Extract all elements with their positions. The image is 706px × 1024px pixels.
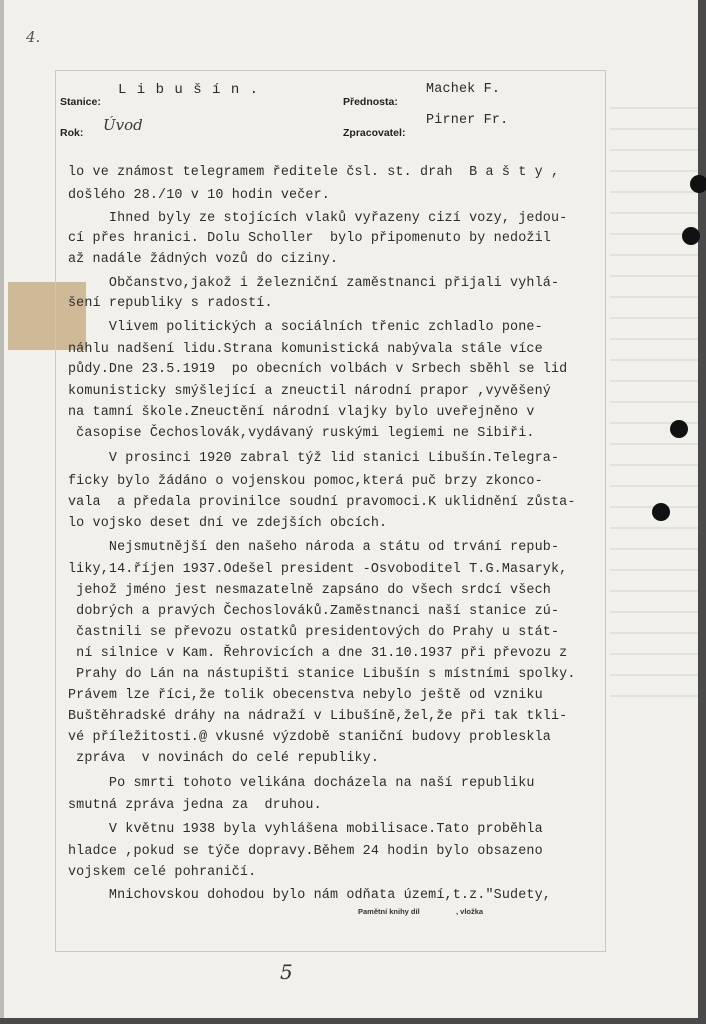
body-line: časopise Čechoslovák,vydávaný ruskými legiemi ne Sibiři.: [68, 426, 535, 441]
head-label: Přednosta:: [343, 96, 398, 108]
body-line: lo vojsko deset dní ve zdejších obcích.: [68, 516, 388, 531]
footer-book-part: Pamětní knihy díl: [358, 907, 420, 916]
punch-hole: [652, 503, 670, 521]
body-line: V prosinci 1920 zabral týž lid stanici Libušín.Telegra-: [68, 451, 560, 466]
body-line: Vlivem politických a sociálních třenic zchladlo pone-: [68, 320, 543, 335]
body-line: až nadále žádných vozů do ciziny.: [68, 252, 339, 267]
body-line: vojskem celé pohraničí.: [68, 865, 257, 880]
body-line: Prahy do Lán na nástupišti stanice Libušín s místními spolky.: [68, 667, 576, 682]
body-line: Ihned byly ze stojících vlaků vyřazeny cizí vozy, jedou-: [68, 211, 568, 226]
body-line: ní silnice v Kam. Řehrovicích a dne 31.10.1937 při převozu z: [68, 646, 568, 661]
body-line: Mnichovskou dohodou bylo nám odňata území,t.z."Sudety,: [68, 888, 551, 903]
body-line: Buštěhradské dráhy na nádraží v Libušíně,žel,že při tak tkli-: [68, 709, 568, 724]
body-line: Nejsmutnější den našeho národa a státu od trvání repub-: [68, 540, 560, 555]
body-line: vé příležitosti.@ vkusné výzdobě staniční budovy probleskla: [68, 730, 551, 745]
punch-hole: [690, 175, 706, 193]
body-line: šení republiky s radostí.: [68, 296, 273, 311]
page-number: 5: [280, 960, 293, 984]
station-value: L i b u š í n .: [118, 82, 260, 98]
body-line: smutná zpráva jedna za druhou.: [68, 798, 322, 813]
corner-page-number: 4.: [26, 28, 41, 46]
body-line: cí přes hranici. Dolu Scholler bylo připomenuto by nedožil: [68, 231, 551, 246]
body-line: hladce ,pokud se týče dopravy.Během 24 hodin bylo obsazeno: [68, 844, 543, 859]
body-line: vala a předala provinilce soudní pravomoci.K uklidnění zůsta-: [68, 495, 576, 510]
body-line: častnili se převozu ostatků presidentových do Prahy u stát-: [68, 625, 560, 640]
punch-hole: [682, 227, 700, 245]
year-label: Rok:: [60, 127, 84, 139]
body-line: V květnu 1938 byla vyhlášena mobilisace.Tato proběhla: [68, 822, 543, 837]
body-line: lo ve známost telegramem ředitele čsl. st. drah B a š t y ,: [68, 165, 560, 180]
body-line: jehož jméno jest nesmazatelně zapsáno do všech srdcí všech: [68, 583, 551, 598]
processor-label: Zpracovatel:: [343, 127, 406, 139]
body-line: půdy.Dne 23.5.1919 po obecních volbách v Srbech sběhl se lid: [68, 362, 568, 377]
body-line: komunisticky smýšlející a zneuctil národní prapor ,vyvěšený: [68, 384, 551, 399]
body-line: došlého 28./10 v 10 hodin večer.: [68, 188, 330, 203]
body-line: zpráva v novinách do celé republiky.: [68, 751, 380, 766]
station-label: Stanice:: [60, 96, 101, 108]
bleed-through-text: [610, 95, 698, 715]
body-line: na tamní škole.Zneuctění národní vlajky bylo uveřejněno v: [68, 405, 535, 420]
footer-insert: , vložka: [456, 907, 484, 916]
body-line: dobrých a pravých Čechoslováků.Zaměstnanci naší stanice zú-: [68, 604, 560, 619]
processor-value: Pirner Fr.: [426, 113, 509, 128]
body-line: liky,14.říjen 1937.Odešel president -Osvoboditel T.G.Masaryk,: [68, 562, 568, 577]
body-line: Po smrti tohoto velikána docházela na naší republiku: [68, 776, 535, 791]
body-line: Právem lze říci,že tolik obecenstva nebylo ještě od vzniku: [68, 688, 543, 703]
head-value: Machek F.: [426, 82, 501, 97]
body-line: Občanstvo,jakož i železniční zaměstnanci přijali vyhlá-: [68, 276, 560, 291]
body-line: náhlu nadšení lidu.Strana komunistická nabývala stále více: [68, 342, 543, 357]
year-value: Úvod: [103, 116, 143, 134]
punch-hole: [670, 420, 688, 438]
body-line: ficky bylo žádáno o vojenskou pomoc,která puč brzy zkonco-: [68, 474, 543, 489]
